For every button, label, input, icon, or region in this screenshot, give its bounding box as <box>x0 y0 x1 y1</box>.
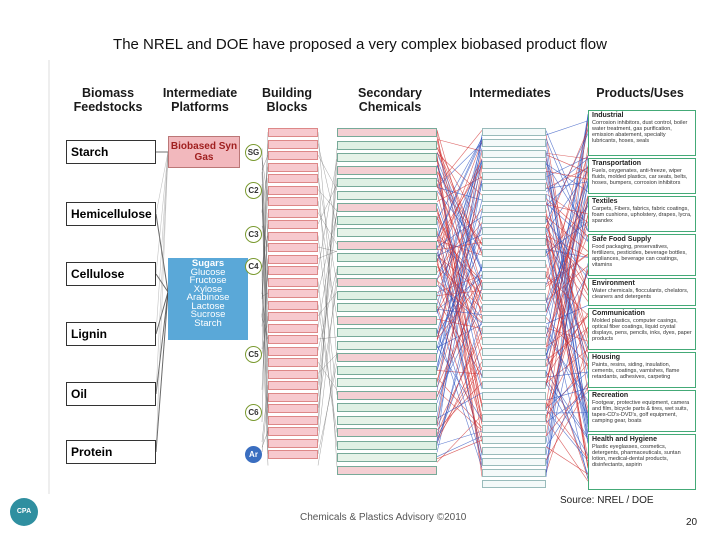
flow-line <box>156 152 168 394</box>
product-health-hygiene <box>588 434 696 490</box>
intermediate-box <box>482 359 546 367</box>
building-block-box <box>268 335 318 344</box>
flow-line <box>318 148 337 431</box>
secondary-chemical-box <box>337 228 437 237</box>
page-title: The NREL and DOE have proposed a very complex biobased product flow <box>113 36 607 53</box>
intermediate-box <box>482 436 546 444</box>
intermediate-box <box>482 128 546 136</box>
feedstock-cellulose: Cellulose <box>66 262 156 286</box>
product-text: Molded plastics, computer casings, optical fiber coatings, liquid crystal displays, pens, pencils, inks, dyes, paper products <box>592 318 692 342</box>
left-margin-rule <box>48 60 50 494</box>
product-transportation <box>588 158 696 194</box>
secondary-chemical-box <box>337 291 437 300</box>
node-c6: C6 <box>245 404 262 421</box>
node-c3: C3 <box>245 226 262 243</box>
secondary-chemical-box <box>337 128 437 137</box>
secondary-chemical-box <box>337 428 437 437</box>
building-block-box <box>268 416 318 425</box>
secondary-chemical-box <box>337 353 437 362</box>
column-header-intermediates: Intermediates <box>469 86 551 100</box>
column-header-products: Products/Uses <box>596 86 684 100</box>
product-heading: Recreation <box>592 392 629 399</box>
secondary-chemical-box <box>337 391 437 400</box>
secondary-chemical-box <box>337 141 437 150</box>
building-block-box <box>268 174 318 183</box>
intermediate-box <box>482 183 546 191</box>
product-text: Plastic eyeglasses, cosmetics, detergents, pharmaceuticals, suntan lotion, medical-dental products, disinfectants, aspirin <box>592 444 681 468</box>
product-text: Fuels, oxygenates, anti-freeze, wiper fluids, molded plastics, car seats, belts, hoses, bumpers, corrosion inhibitors <box>592 168 688 186</box>
intermediate-box <box>482 403 546 411</box>
secondary-chemical-box <box>337 303 437 312</box>
secondary-chemical-box <box>337 216 437 225</box>
sugar-item: Lactose <box>191 300 225 312</box>
intermediate-box <box>482 216 546 224</box>
intermediate-box <box>482 150 546 158</box>
platform-sugars <box>168 258 248 340</box>
secondary-chemical-box <box>337 266 437 275</box>
building-block-box <box>268 393 318 402</box>
product-text: Paints, resins, siding, insulation, cements, coatings, varnishes, flame retardants, adhesives, carpeting <box>592 362 680 380</box>
secondary-chemical-box <box>337 378 437 387</box>
secondary-chemical-box <box>337 328 437 337</box>
building-block-box <box>268 289 318 298</box>
product-text: Carpets, Fibers, fabrics, fabric coatings, foam cushions, upholstery, drapes, lycra, spandex <box>592 206 692 224</box>
product-heading: Safe Food Supply <box>592 236 652 243</box>
flow-line <box>318 132 337 360</box>
node-sg: SG <box>245 144 262 161</box>
intermediate-box <box>482 348 546 356</box>
flow-line <box>546 121 588 135</box>
sugar-label: Sugars <box>191 258 225 269</box>
secondary-chemical-box <box>337 416 437 425</box>
secondary-chemical-box <box>337 278 437 287</box>
cpa-logo: CPA <box>10 498 38 526</box>
feedstock-starch: Starch <box>66 140 156 164</box>
building-block-box <box>268 439 318 448</box>
intermediate-box <box>482 238 546 246</box>
product-text: Food packaging, preservatives, fertilizers, pesticides, beverage bottles, appliances, beverage can coatings, vitamins <box>592 244 687 268</box>
intermediate-box <box>482 282 546 290</box>
intermediate-box <box>482 469 546 477</box>
flow-line <box>318 272 337 442</box>
building-block-box <box>268 301 318 310</box>
product-heading: Communication <box>592 310 645 317</box>
column-header-blocks: Building Blocks <box>262 86 312 114</box>
sugar-item: Glucose <box>190 266 226 278</box>
building-block-box <box>268 128 318 137</box>
secondary-chemical-box <box>337 241 437 250</box>
intermediate-box <box>482 458 546 466</box>
product-text: Water chemicals, flocculants, chelators, cleaners and detergents <box>592 288 689 300</box>
sugar-item: Xylose <box>193 283 223 295</box>
product-safe-food-supply <box>588 234 696 276</box>
node-c5: C5 <box>245 346 262 363</box>
node-ar: Ar <box>245 446 262 463</box>
building-block-box <box>268 255 318 264</box>
flow-line <box>437 251 482 388</box>
secondary-chemical-box <box>337 403 437 412</box>
product-communication <box>588 308 696 350</box>
flow-line <box>156 292 168 452</box>
secondary-chemical-box <box>337 166 437 175</box>
secondary-chemical-box <box>337 153 437 162</box>
intermediate-box <box>482 414 546 422</box>
product-heading: Transportation <box>592 160 642 167</box>
secondary-chemical-box <box>337 253 437 262</box>
secondary-chemical-box <box>337 316 437 325</box>
product-heading: Environment <box>592 280 635 287</box>
intermediate-box <box>482 205 546 213</box>
sugar-item: Arabinose <box>186 292 230 303</box>
building-block-box <box>268 358 318 367</box>
building-block-box <box>268 140 318 149</box>
product-text: Corrosion inhibitors, dust control, boiler water treatment, gas purification, emission abatement, specialty lubricants, hoses, seals <box>592 120 688 144</box>
sugar-item: Fructose <box>189 275 227 286</box>
feedstock-lignin: Lignin <box>66 322 156 346</box>
building-block-box <box>268 186 318 195</box>
intermediate-box <box>482 480 546 488</box>
product-textiles <box>588 196 696 232</box>
building-block-box <box>268 404 318 413</box>
flow-line <box>156 152 168 452</box>
building-block-box <box>268 312 318 321</box>
product-industrial <box>588 110 696 156</box>
building-block-box <box>268 370 318 379</box>
building-block-box <box>268 220 318 229</box>
intermediate-box <box>482 326 546 334</box>
sugar-item: Starch <box>194 317 222 329</box>
intermediate-box <box>482 425 546 433</box>
flow-line <box>546 372 588 377</box>
product-recreation <box>588 390 696 432</box>
secondary-chemical-box <box>337 441 437 450</box>
intermediate-box <box>482 249 546 257</box>
column-header-feedstocks: Biomass Feedstocks <box>73 86 143 114</box>
footer-text: Chemicals & Plastics Advisory ©2010 <box>300 512 467 523</box>
column-header-secondary: Secondary Chemicals <box>358 86 422 114</box>
building-block-box <box>268 163 318 172</box>
intermediate-box <box>482 172 546 180</box>
building-block-box <box>268 209 318 218</box>
building-block-box <box>268 232 318 241</box>
product-heading: Industrial <box>592 112 624 119</box>
secondary-chemical-box <box>337 178 437 187</box>
intermediate-box <box>482 139 546 147</box>
building-block-box <box>268 347 318 356</box>
product-text: Footgear, protective equipment, camera and film, bicycle parts & tires, wet suits, tapes-CD's-DVD's, golf equipment, camping gear, boats <box>592 400 690 424</box>
secondary-chemical-box <box>337 366 437 375</box>
building-block-box <box>268 427 318 436</box>
sugar-item: Sucrose <box>190 309 226 320</box>
feedstock-hemicellulose: Hemicellulose <box>66 202 156 226</box>
flow-line <box>318 282 337 447</box>
building-block-box <box>268 278 318 287</box>
intermediate-box <box>482 447 546 455</box>
intermediate-box <box>482 304 546 312</box>
flow-line <box>437 139 482 151</box>
intermediate-box <box>482 260 546 268</box>
node-c2: C2 <box>245 182 262 199</box>
feedstock-oil: Oil <box>66 382 156 406</box>
building-block-box <box>268 381 318 390</box>
building-block-box <box>268 197 318 206</box>
intermediate-box <box>482 315 546 323</box>
page-number: 20 <box>686 517 698 528</box>
product-heading: Housing <box>592 354 620 361</box>
building-block-box <box>268 151 318 160</box>
intermediate-box <box>482 337 546 345</box>
intermediate-box <box>482 271 546 279</box>
intermediate-box <box>482 161 546 169</box>
intermediate-box <box>482 392 546 400</box>
intermediate-box <box>482 381 546 389</box>
building-block-box <box>268 266 318 275</box>
building-block-box <box>268 243 318 252</box>
secondary-chemical-box <box>337 466 437 475</box>
intermediate-box <box>482 194 546 202</box>
node-c4: C4 <box>245 258 262 275</box>
column-header-platforms: Intermediate Platforms <box>162 86 238 114</box>
platform-syngas: Biobased Syn Gas <box>168 136 240 168</box>
product-housing <box>588 352 696 388</box>
secondary-chemical-box <box>337 203 437 212</box>
product-environment <box>588 278 696 306</box>
building-block-box <box>268 450 318 459</box>
secondary-chemical-box <box>337 453 437 462</box>
intermediate-box <box>482 370 546 378</box>
secondary-chemical-box <box>337 341 437 350</box>
source-note: Source: NREL / DOE <box>560 495 654 506</box>
secondary-chemical-box <box>337 191 437 200</box>
product-heading: Textiles <box>592 198 618 205</box>
feedstock-protein: Protein <box>66 440 156 464</box>
intermediate-box <box>482 227 546 235</box>
intermediate-box <box>482 293 546 301</box>
building-block-box <box>268 324 318 333</box>
product-heading: Health and Hygiene <box>592 436 657 443</box>
